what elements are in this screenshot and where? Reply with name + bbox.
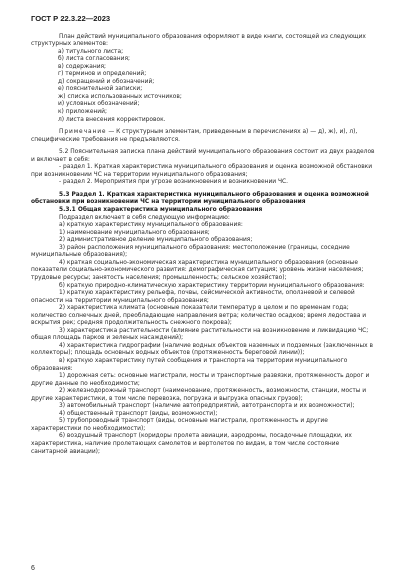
- subsection-intro: Подраздел включает в себя следующую информацию:: [59, 214, 230, 221]
- page-number: 6: [31, 565, 35, 572]
- list-item: е) пояснительной записки;: [58, 86, 143, 93]
- list-item: и) условных обозначений;: [58, 101, 140, 108]
- list-item: 4) характеристика гидрографии (наличие водных объектов наземных и подземных (заключенных в коллекторы); площадь основных водных объектов (протяженность береговой линии));: [31, 342, 373, 357]
- list-item: 4) краткая социально-экономическая характеристика муниципального образования (основные показатели социально-экономического развития: демографическая ситуация; уровень жизни населения; трудовые ресурсы; занятость населения; промышленность; сельское хозяйство);: [31, 259, 364, 281]
- list-item: 1) краткую характеристику рельефа, почвы, сейсмической активности, оползневой и селевой опасности на территории муниципального образования;: [31, 290, 355, 304]
- item-c-heading: в) краткую характеристику путей сообщения и транспорта на территории муниципального образования:: [31, 357, 348, 372]
- list-item: к) приложений;: [58, 109, 107, 116]
- list-item: 4) общественный транспорт (виды, возможности);: [59, 410, 218, 417]
- list-item: 5) трубопроводный транспорт (виды, основные магистрали, протяженность и другие характеристики по необходимости);: [31, 418, 328, 432]
- list-item: 1) наименование муниципального образования;: [59, 229, 210, 236]
- list-item: б) листа согласования;: [58, 56, 130, 63]
- section-5-3-1-heading: 5.3.1 Общая характеристика муниципального образования: [59, 207, 263, 214]
- list-item: ж) списка использованных источников;: [58, 93, 182, 100]
- list-item: г) терминов и определений;: [58, 71, 147, 78]
- list-item: д) сокращений и обозначений;: [58, 78, 155, 85]
- note-text: — К структурным элементам, приведенным в перечислениях а) — д), ж), и), л), специфические требования не предъявляются.: [31, 129, 358, 143]
- list-item: 1) дорожная сеть: основные магистрали, мосты и транспортные развязки, протяженность дорог и другие данные по необходимости;: [31, 373, 370, 387]
- list-item: 2) железнодорожный транспорт (наименование, протяженность, возможности, станции, мосты и другие характеристики, в том числе перевозка, погрузка и выгрузка опасных грузов);: [31, 388, 367, 402]
- page-header: ГОСТ Р 22.3.22—2023: [31, 14, 111, 23]
- section-5-3-heading: 5.3 Раздел 1. Краткая характеристика муниципального образования и оценка возможной обстановки при возникновении ЧС на территории муниципального образования: [31, 191, 369, 206]
- item-b-heading: б) краткую природно-климатическую характеристику территории муниципального образования:: [59, 282, 365, 289]
- list-item: 3) характеристика растительности (влияние растительности на возникновение и ликвидацию ЧС; общая площадь парков и зеленых насаждений);: [31, 327, 369, 342]
- list-item: 3) автомобильный транспорт (наличие автопредприятий, автотранспорта и их возможности);: [59, 403, 355, 410]
- section-5-2-item: - раздел 2. Мероприятия при угрозе возникновения и возникновении ЧС.: [59, 179, 289, 186]
- section-5-2: 5.2 Пояснительная записка плана действий муниципального образования состоит из двух разделов и включает в себя:: [31, 149, 375, 163]
- section-5-2-item: - раздел 1. Краткая характеристика муниципального образования и оценка возможной обстановки при возникновении ЧС на территории муниципального образования;: [31, 164, 373, 178]
- note: [31, 129, 376, 144]
- list-item: 3) район расположения муниципального образования: местоположение (границы, соседние муниципальные образования);: [31, 244, 350, 259]
- list-item: л) листа внесения корректировок.: [58, 116, 166, 123]
- list-item: в) содержания;: [58, 63, 107, 70]
- item-a-heading: а) краткую характеристику муниципального образования:: [59, 222, 243, 229]
- list-item: 2) характеристика климата (основные показатели температур в целом и по временам года; количество солнечных дней, преобладающие направления ветра; количество осадков; время ледостава и вскрытия рек; средняя продолжительность снежного покрова);: [31, 305, 367, 327]
- list-item: 6) воздушный транспорт (коридоры пролета авиации, аэродромы, посадочные площадки, их характеристика, наличие пролетающих самолетов и вертолетов по видам, в том числе состояние санитарной авиации);: [31, 433, 352, 455]
- list-item: а) титульного листа;: [58, 48, 124, 55]
- note-label: Примечание: [59, 129, 107, 136]
- list-item: 2) административное деление муниципального образования;: [59, 237, 253, 244]
- elements-list: [31, 49, 376, 124]
- intro-paragraph: План действий муниципального образования оформляют в виде книги, состоящей из следующих структурных элементов:: [31, 33, 366, 48]
